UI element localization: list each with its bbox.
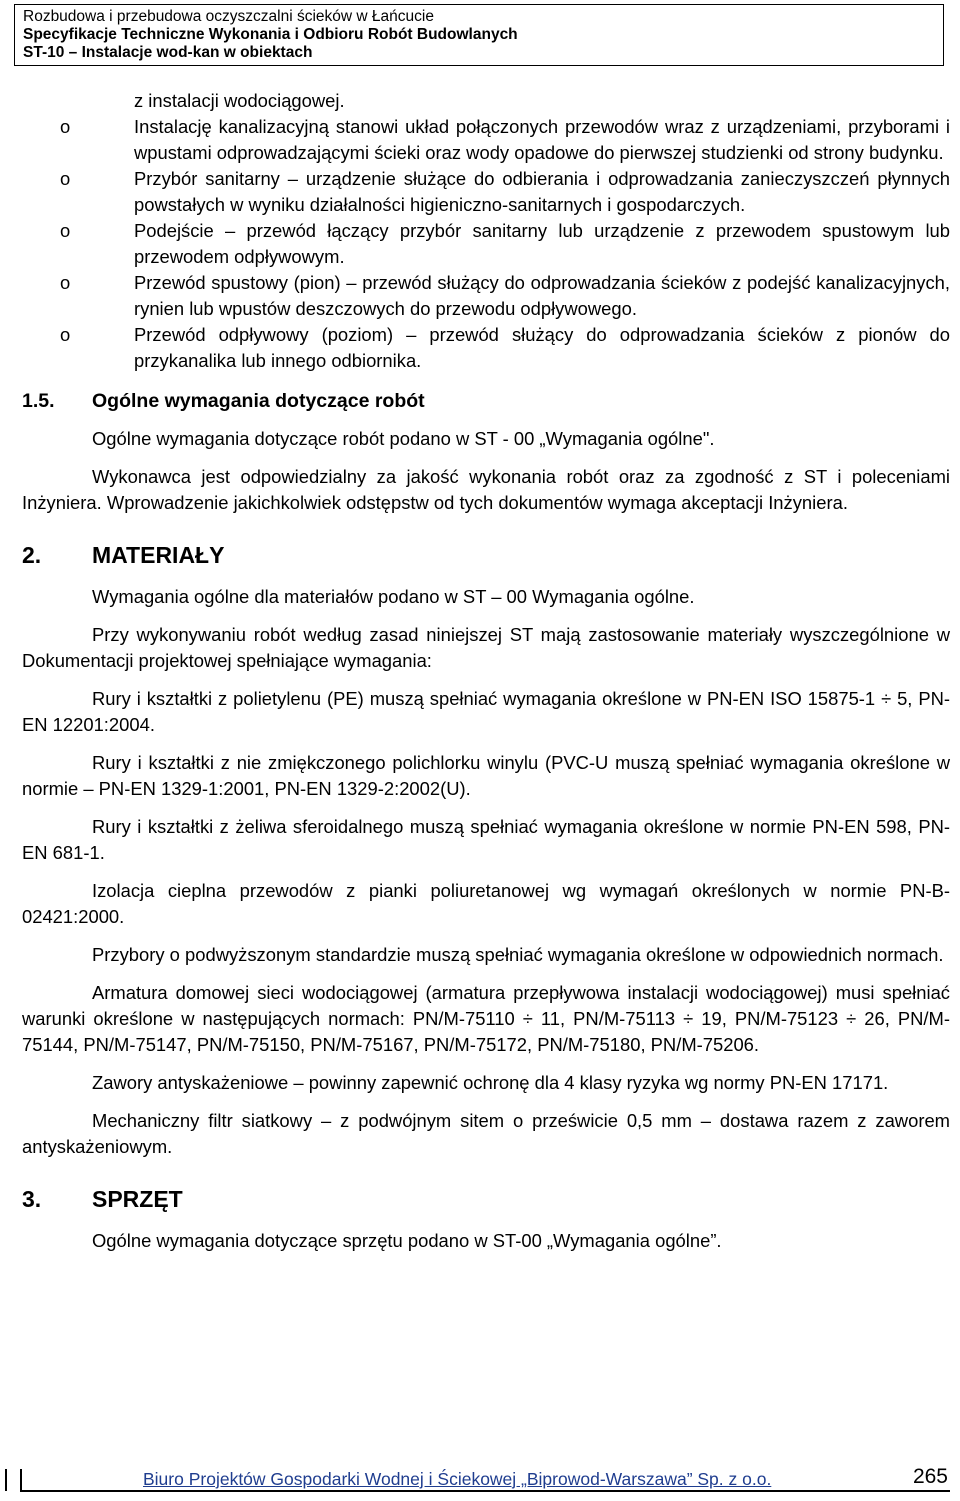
spec-title: Specyfikacje Techniczne Wykonania i Odbioru Robót Budowlanych	[23, 26, 518, 43]
bullet-icon: o	[60, 272, 71, 293]
section-title: Ogólne wymagania dotyczące robót	[92, 390, 425, 412]
list-item	[22, 322, 950, 374]
bullet-icon: o	[60, 324, 71, 345]
project-title: Rozbudowa i przebudowa oczyszczalni ścieków w Łańcucie	[23, 8, 434, 25]
paragraph: Rury i kształtki z żeliwa sferoidalnego muszą spełniać wymagania określone w normie PN-EN 598, PN-EN 681-1.	[22, 816, 950, 863]
paragraph: Armatura domowej sieci wodociągowej (armatura przepływowa instalacji wodociągowej) musi spełniać warunki określone w następujących normach: PN/M-75110 ÷ 11, PN/M-75113 ÷ 19, PN/M-75123 ÷ 26, PN/M-75144, PN/M-75147, PN/M-75150, PN/M-75167, PN/M-75172, PN/M-75180, PN/M-75206.	[22, 982, 950, 1055]
paragraph: Rury i kształtki z nie zmiękczonego polichlorku winylu (PVC-U muszą spełniać wymagania określone w normie – PN-EN 1329-1:2001, PN-EN 1329-2:2002(U).	[22, 752, 950, 799]
paragraph: Ogólne wymagania dotyczące sprzętu podano w ST-00 „Wymagania ogólne”.	[92, 1230, 722, 1251]
paragraph: Izolacja cieplna przewodów z pianki poliuretanowej wg wymagań określonych w normie PN-B-02421:2000.	[22, 880, 950, 927]
list-item	[22, 270, 950, 322]
paragraph: Ogólne wymagania dotyczące robót podano w ST - 00 „Wymagania ogólne".	[92, 428, 715, 449]
footer-rule	[20, 1490, 950, 1492]
list-item-text: Podejście – przewód łączący przybór sanitarny lub urządzenie z przewodem spustowym lub przewodem odpływowym.	[134, 220, 950, 267]
section-title: MATERIAŁY	[92, 542, 225, 568]
section-number: 2.	[22, 542, 42, 568]
list-item	[22, 166, 950, 218]
continuation-line: z instalacji wodociągowej.	[134, 90, 345, 111]
paragraph: Mechaniczny filtr siatkowy – z podwójnym sitem o prześwicie 0,5 mm – dostawa razem z zaworem antyskażeniowym.	[22, 1110, 950, 1157]
page-number: 265	[912, 1465, 948, 1488]
footer-divider	[20, 1469, 22, 1491]
document-body	[22, 88, 950, 1254]
paragraph: Wymagania ogólne dla materiałów podano w ST – 00 Wymagania ogólne.	[92, 586, 695, 607]
paragraph: Przybory o podwyższonym standardzie muszą spełniać wymagania określone w odpowiednich normach.	[92, 944, 944, 965]
bullet-icon: o	[60, 116, 71, 137]
bullet-icon: o	[60, 168, 71, 189]
list-item	[22, 218, 950, 270]
paragraph: Przy wykonywaniu robót według zasad niniejszej ST mają zastosowanie materiały wyszczególnione w Dokumentacji projektowej spełniające wymagania:	[22, 624, 950, 671]
list-item	[22, 114, 950, 166]
list-item-text: Instalację kanalizacyjną stanowi układ połączonych przewodów wraz z urządzeniami, przyborami i wpustami odprowadzającymi ścieki oraz wody opadowe do pierwszej studzienki od strony budynku.	[134, 116, 950, 163]
section-number: 3.	[22, 1186, 42, 1212]
section-heading	[22, 1182, 950, 1216]
list-item-text: Przewód spustowy (pion) – przewód służący do odprowadzania ścieków z podejść kanalizacyjnych, rynien lub wpustów deszczowych do przewodu odpływowego.	[134, 272, 950, 319]
section-code: ST-10 – Instalacje wod-kan w obiektach	[23, 44, 313, 61]
list-item-text: Przybór sanitarny – urządzenie służące do odbierania i odprowadzania zanieczyszczeń płynnych powstałych w wyniku działalności higieniczno-sanitarnych i gospodarczych.	[134, 168, 950, 215]
section-heading	[22, 538, 950, 572]
section-number: 1.5.	[22, 390, 55, 412]
section-title: SPRZĘT	[92, 1186, 183, 1212]
paragraph: Rury i kształtki z polietylenu (PE) muszą spełniać wymagania określone w PN-EN ISO 15875-1 ÷ 5, PN-EN 12201:2004.	[22, 688, 950, 735]
company-name-link: Biuro Projektów Gospodarki Wodnej i Ściekowej „Biprowod-Warszawa” Sp. z o.o.	[143, 1469, 772, 1489]
list-item-text: Przewód odpływowy (poziom) – przewód służący do odprowadzania ścieków z pionów do przykanalika lub innego odbiornika.	[134, 324, 950, 371]
paragraph: Wykonawca jest odpowiedzialny za jakość wykonania robót oraz za zgodność z ST i poleceniami Inżyniera. Wprowadzenie jakichkolwiek odstępstw od tych dokumentów wymaga akceptacji Inżyniera.	[22, 466, 950, 513]
document-header	[14, 4, 944, 66]
bullet-icon: o	[60, 220, 71, 241]
section-heading	[22, 388, 950, 414]
paragraph: Zawory antyskażeniowe – powinny zapewnić ochronę dla 4 klasy ryzyka wg normy PN-EN 17171.	[92, 1072, 889, 1093]
footer-divider	[5, 1469, 7, 1491]
document-footer	[0, 1464, 960, 1494]
